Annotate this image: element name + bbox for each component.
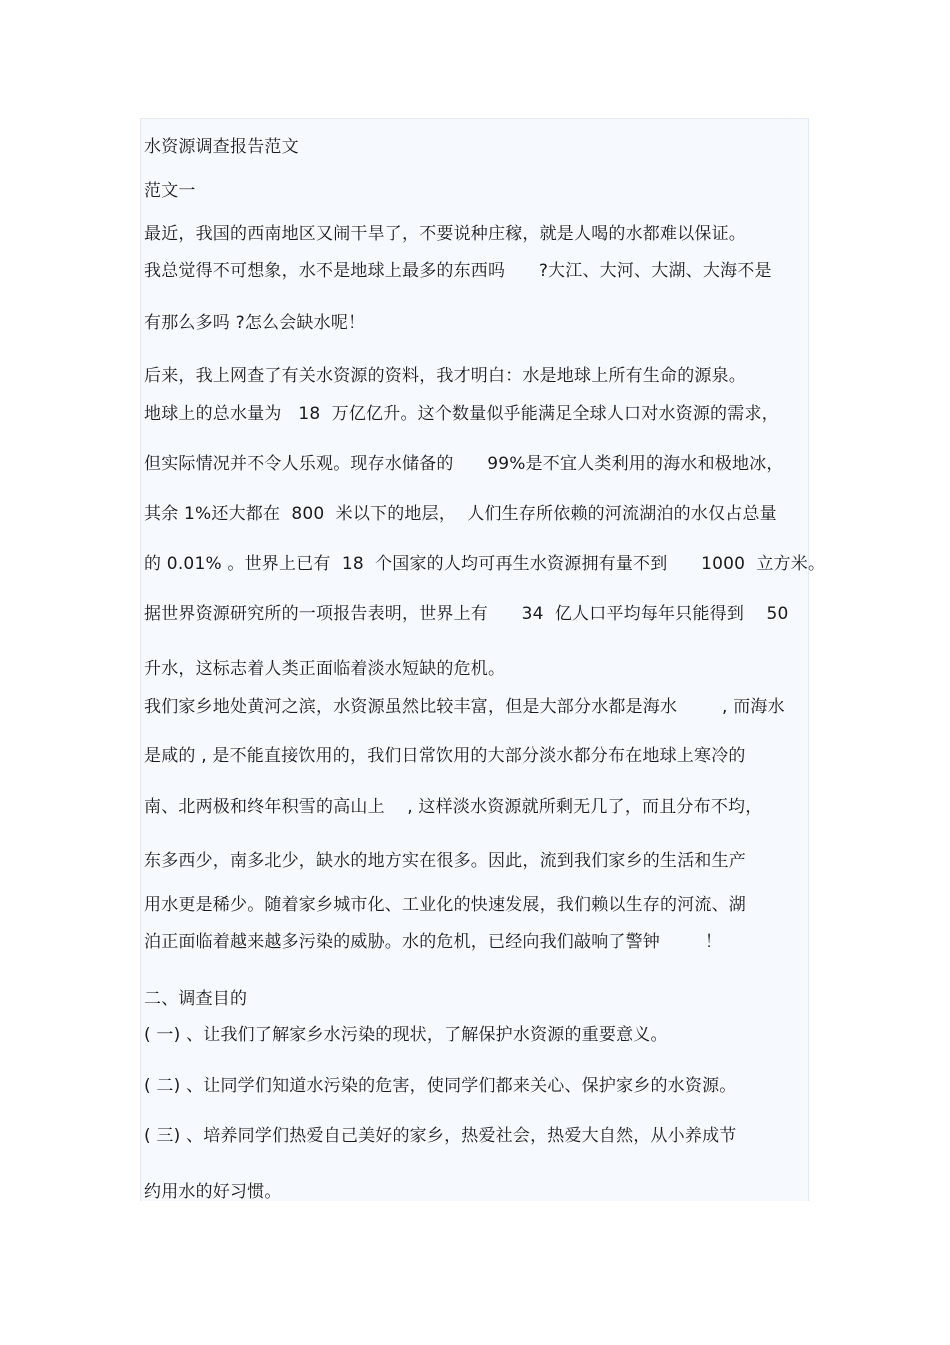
text-line: 我总觉得不可想象，水不是地球上最多的东西吗 ?大江、大河、大湖、大海不是	[144, 261, 772, 281]
text-line: 东多西少，南多北少，缺水的地方实在很多。因此，流到我们家乡的生活和生产	[144, 851, 746, 871]
text-line: 后来，我上网查了有关水资源的资料，我才明白：水是地球上所有生命的源泉。	[144, 366, 746, 386]
text-line: 地球上的总水量为 18 万亿亿升。这个数量似乎能满足全球人口对水资源的需求，	[144, 404, 779, 424]
text-line: 用水更是稀少。随着家乡城市化、工业化的快速发展，我们赖以生存的河流、湖	[144, 895, 746, 915]
list-item: ( 一) 、让我们了解家乡水污染的现状，了解保护水资源的重要意义。	[144, 1025, 668, 1045]
text-line: 据世界资源研究所的一项报告表明，世界上有 34 亿人口平均每年只能得到 50	[144, 604, 789, 624]
text-line: 有那么多吗 ?怎么会缺水呢！	[144, 313, 366, 333]
text-line: 最近，我国的西南地区又闹干旱了，不要说种庄稼，就是人喝的水都难以保证。	[144, 224, 746, 244]
text-line: 但实际情况并不令人乐观。现存水储备的 99%是不宜人类利用的海水和极地冰，	[144, 454, 784, 474]
text-line: 泊正面临着越来越多污染的威胁。水的危机，已经向我们敲响了警钟 ！	[144, 932, 723, 952]
section-heading: 二、调查目的	[144, 989, 248, 1009]
list-item: ( 三) 、培养同学们热爱自己美好的家乡，热爱社会，热爱大自然，从小养成节	[144, 1126, 737, 1146]
text-line: 的 0.01% 。世界上已有 18 个国家的人均可再生水资源拥有量不到 1000 立方米。	[144, 554, 826, 574]
section-label: 范文一	[144, 181, 196, 201]
document-title: 水资源调查报告范文	[144, 137, 299, 157]
list-item: ( 二) 、让同学们知道水污染的危害，使同学们都来关心、保护家乡的水资源。	[144, 1076, 737, 1096]
text-line: 是咸的 , 是不能直接饮用的，我们日常饮用的大部分淡水都分布在地球上寒冷的	[144, 746, 746, 766]
list-item-continuation: 约用水的好习惯。	[144, 1182, 282, 1202]
text-line: 南、北两极和终年积雪的高山上 , 这样淡水资源就所剩无几了，而且分布不均，	[144, 797, 763, 817]
text-line: 其余 1%还大都在 800 米以下的地层， 人们生存所依赖的河流湖泊的水仅占总量	[144, 504, 777, 524]
text-line: 升水，这标志着人类正面临着淡水短缺的危机。	[144, 659, 506, 679]
text-line: 我们家乡地处黄河之滨，水资源虽然比较丰富，但是大部分水都是海水 , 而海水	[144, 697, 785, 717]
